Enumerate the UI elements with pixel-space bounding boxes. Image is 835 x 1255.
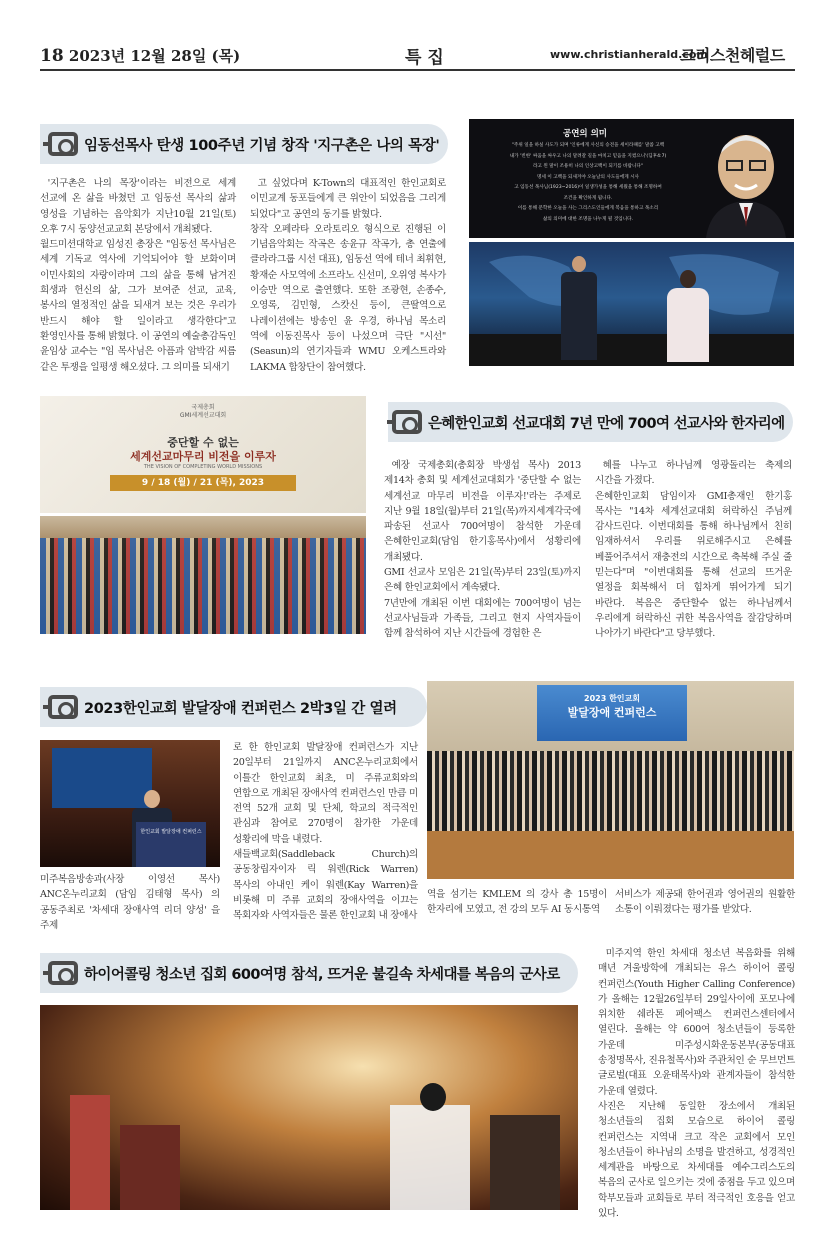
- raised-hands: [60, 1025, 560, 1210]
- page-number: 18: [40, 46, 64, 66]
- podium: [136, 822, 206, 867]
- conference-screen: [537, 685, 687, 741]
- newspaper-logo: 크리스천헤럴드: [680, 46, 785, 65]
- camera-icon: [48, 132, 78, 156]
- banner-subtitle: THE VISION OF COMPLETING WORLD MISSIONS: [143, 464, 263, 470]
- caption-line: 조건을 확인하게 됩니다.: [563, 195, 613, 201]
- caption-line: 라고 왼 말이 조용히 나의 인상고백이 되기를 바랍니다": [533, 164, 643, 169]
- article-3-headline: 2023한인교회 발달장애 컨퍼런스 2박3일 간 열려: [84, 700, 397, 717]
- performer-woman: [667, 270, 709, 362]
- section-title: 특 집: [405, 48, 444, 68]
- caption-line: "주위 일을 하실 사도가 되며 '인류에게 사신의 승전을 세이라떄를' 말씀 고백: [511, 143, 665, 148]
- article-3-column-1: [233, 740, 418, 920]
- caption-line: 삶의 의미에 대한 조명을 나누게 될 것입니다.: [542, 216, 634, 222]
- article-3-column-2: [427, 887, 607, 921]
- caption-line: 내가 '빈한' 싸움을 싸우고 나의 달려갈 길을 마치고 믿음을 지켰으니'(딤후4:7): [509, 153, 667, 159]
- article-1-stage-photo: [469, 242, 794, 366]
- article-1-text-col1: '지구촌은 나의 목장'이라는 비전으로 세계 선교에 온 삶을 바쳤던 고 임동선 목사의 삶과 영성을 기념하는 음악회가 지난10월 21일(토) 오후 7시 동양선교교회 본당에서 개최됐다. 월드미션대학교 임성진 총장은 "임동선 목사님은 세계 기독교 역사에 기억되어야 할 보화이며 이민사회의 자랑이라며 그의 삶을 통해 남겨진 희생과 헌신의 삶, 그가 보여준 선교, 교육, 봉사의 열정적인 삶을 되새겨 보는 것은 우리가 반드시 해야 할 일이라고 생각한다"고 환영인사를 통해 밝혔다. 이 공연의 예술총감독인 윤임상 교수는 "임 목사님은 아픔과 암박감 씨름 같은 투쟁을 일평생 해오셨다. 그 의미를 되새기: [40, 178, 236, 373]
- portrait-illustration: [701, 123, 791, 238]
- caption-line: 명세 이 고백을 되새겨야 오늘날의 사도들에게 시사: [537, 174, 639, 180]
- article-4-headline-bar: [40, 953, 578, 993]
- article-1-text-col2: 고 싶었다며 K-Town의 대표적인 한인교회로 이민교계 동포들에게 큰 위안이 되었음을 그리게 되었다"고 공연의 동기를 밝혔다. 창작 오페라타 오라토리오 형식으로 진행된 이 기념음악회는 작곡은 송윤규 작곡가, 총 연출에 클라라그룹 시선 대표), 임동선 역에 테너 최휘현, 황재순 사모역에 소프라노 신선미, 오위영 복사가 이승만 역으로 출연했다. 또한 조광현, 손종수, 오영록, 김민형, 스캇신 등이, 큰딸역으로 나레이션에는 방송인 윤 우경, 하나님 목소리 역에 이동진목사 등이 나섰으며 극단 "시선"(Seasun)의 연기자들과 WMU 오케스트라와 LAKMA 합창단이 참여했다.: [250, 178, 446, 373]
- camera-icon: [48, 695, 78, 719]
- banner-date-strip: [110, 475, 296, 491]
- caption-lines: [475, 141, 701, 225]
- article-3-caption-text: 미주복음방송과(사장 이영선 목사) ANC온누리교회 (담임 김태형 목사) 의 공동주최로 '차세대 장애사역 리더 양성' 을 주제: [40, 874, 220, 931]
- screen-title-small: 2023 한인교회: [584, 694, 640, 703]
- article-4-worship-photo: [40, 1005, 578, 1210]
- site-url: www.christianherald.com: [550, 48, 708, 61]
- article-2-text-col2: 혜를 나누고 하나님께 영광돌리는 축제의 시간을 가졌다. 은혜한인교회 담임이자 GMI총재인 한기홍 목사는 "14차 세계선교대회 허락하신 주님께 감사드린다. 이번대회를 통해 하나님께서 친히 임재하셔서 우리를 위로해주시고 은혜를 베풀어주셔서 재충전의 시간으로 축복해 주실 줄 믿는다"며 "이번대회를 통해 선교의 뜨거운 열정을 회복해서 더 힘차게 뛰어가게 되기 바란다. 복음은 중단할수 없는 하나님께서 우리에게 허락하신 귀한 복음사역을 잘감당하며 나아가기 바란다"고 당부했다.: [595, 460, 792, 640]
- article-3-speaker-photo: [40, 740, 220, 867]
- article-2-group-photo: [40, 516, 366, 634]
- stage-floor: [427, 831, 794, 879]
- article-3-text-col2: 역을 섬기는 KMLEM 의 강사 총 15명이 한자리에 모였고, 전 강의 모두 AI 동시통역: [427, 889, 607, 916]
- portrait-icon: [701, 123, 791, 238]
- masthead-rule: [40, 69, 795, 71]
- article-4-text-col1: 미주지역 한인 차세대 청소년 복음화를 위해 매년 겨울방학에 개최되는 유스 하이어 콜링 컨퍼런스(Youth Higher Calling Conference) 가 올해는 12월26일부터 29일사이에 포모나에 위치한 쉐라톤 페어팩스 컨퍼런스센터에서 열린다. 올해는 약 600여 청소년들이 등록한 가운데 미주성시화운동본부(공동대표 송정명목사, 진유철목사)와 주관처인 순 무브먼트 글로벌(대표 오윤태목사)와 관계자들이 참석한 가운데 열렸다. 사진은 지난해 동일한 장소에서 개최된 청소년들의 집회 모습으로 하이어 콜링 컨퍼런스는 지역내 크고 작은 교회에서 모인 청소년들이 하나님의 소명을 발견하고, 성경적인 세계관을 바탕으로 차세대를 예수그리스도의 복음의 군사로 일으키는 것에 중점을 두고 있으며 학부모들과 교회들로 부터 적극적인 호응을 얻고 있다.: [598, 948, 795, 1220]
- article-2-headline: 은혜한인교회 선교대회 7년 만에 700여 선교사와 한자리에: [428, 415, 785, 432]
- article-2-banner: [40, 396, 366, 513]
- screen-title: 발달장애 컨퍼런스: [567, 706, 657, 719]
- banner-org-2: GMI세계선교대회: [179, 412, 227, 419]
- crowd-illustration: [40, 538, 366, 634]
- article-3-group-photo: [427, 681, 794, 879]
- article-1-column-2: [250, 176, 446, 371]
- world-map-backdrop: [469, 242, 794, 366]
- article-3-column-3: [615, 887, 795, 921]
- performer-man: [561, 256, 597, 362]
- article-2-text-col1: 예장 국제총회(총회장 박생섭 목사) 2013 제14차 총회 및 세계선교대회가 '중단할 수 없는 세계선교 마무리 비전을 이루자!'라는 주제로 지난 9월 18일(월)부터 21일(목)까지세계각국에 파송된 선교사 700여명이 참석한 가운데 은혜한인교회(담임 한기홍목사)에서 성황리에 개최됐다. GMI 선교사 모임은 21일(목)부터 23일(토)까지 은혜 한인교회에서 계속됐다. 7년만에 개최된 이번 대회에는 700여명이 넘는 선교사님들과 가족들, 그리고 현지 사역자들이 함께 참석하여 지난 시간들에 경험한 은: [384, 460, 581, 640]
- article-4-column-1: [598, 946, 795, 1220]
- article-2-column-1: [384, 458, 581, 638]
- article-1-headline: 임동선목사 탄생 100주년 기념 창작 '지구촌은 나의 목장': [84, 137, 440, 154]
- article-2-headline-bar: [388, 402, 793, 442]
- issue-date: 2023년 12월 28일 (목): [68, 47, 241, 65]
- article-2-column-2: [595, 458, 792, 638]
- crowd-illustration: [427, 751, 794, 831]
- banner-org-1: 국제총회: [191, 404, 215, 411]
- caption-line: 이를 통해 문학한 오늘을 사는 그리스도인들에게 복음을 통하고 목소리: [517, 206, 659, 211]
- article-1-headline-bar: [40, 124, 448, 164]
- banner-title-top: 중단할 수 없는: [167, 436, 239, 449]
- camera-icon: [392, 410, 422, 434]
- article-4-headline: 하이어콜링 청소년 집회 600여명 참석, 뜨거운 불길속 차세대를 복음의 군사로: [84, 966, 560, 983]
- article-3-headline-bar: [40, 687, 427, 727]
- caption-title: 공연의 의미: [562, 129, 607, 139]
- camera-icon: [48, 961, 78, 985]
- masthead: [40, 43, 795, 67]
- caption-line: 고 임동선 목사님(1923~2016)이 일생가성을 통해 세웠을 통해 조명하여: [514, 185, 662, 190]
- article-1-photo-caption-panel: [469, 119, 794, 238]
- podium-label: 한인교회 발달장애 컨퍼런스: [140, 829, 202, 835]
- article-3-caption-column: [40, 872, 220, 931]
- article-1-column-1: [40, 176, 236, 371]
- article-3-text-col3: 서비스가 제공돼 한어권과 영어권의 원활한 소통이 이뤄졌다는 평가를 받았다.: [615, 889, 795, 916]
- banner-dates: 9 / 18 (월) / 21 (목), 2023: [141, 478, 265, 488]
- article-3-text-col1: 로 한 한인교회 발달장애 컨퍼런스가 지난 20일부터 21일까지 ANC온누리교회에서 이틀간 한인교회 최초, 미 주류교회와의 연합으로 개최된 장애사역 컨퍼런스인 만큼 미 전역 52개 교회 및 단체, 학교의 적극적인 관심과 참여로 270명이 참가한 가운데 성황리에 막을 내렸다. 새들백교회(Saddleback Church)의 공동창립자이자 릭 워렌(Rick Warren) 목사의 아내인 케이 워렌(Kay Warren)을 비롯해 미 주류 교회의 장애사역을 이끄는 목회자와 사역자들은 물론 한인교회 내 장애사: [233, 742, 418, 922]
- page-date-line: [40, 45, 240, 66]
- banner-title-main: 세계선교마무리 비전을 이루자: [130, 450, 276, 463]
